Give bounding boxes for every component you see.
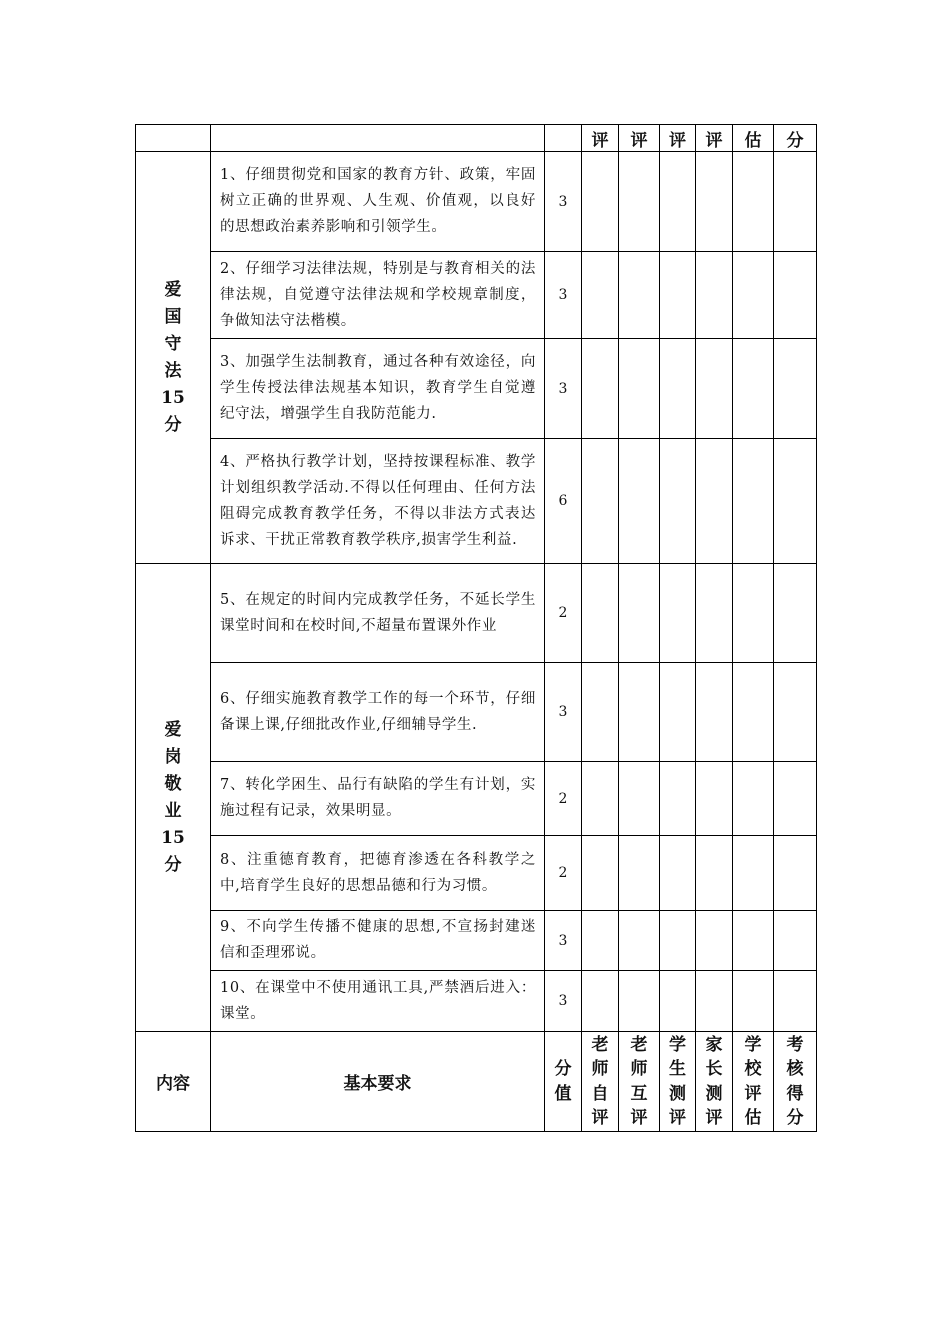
rating-cell[interactable] — [774, 564, 817, 663]
rating-cell[interactable] — [582, 663, 619, 762]
rating-cell[interactable] — [696, 152, 733, 252]
rating-cell[interactable] — [696, 439, 733, 564]
requirement-text: 9、不向学生传播不健康的思想,不宣扬封建迷信和歪理邪说。 — [211, 911, 545, 971]
rating-cell[interactable] — [582, 339, 619, 439]
top-header-cell: 分 — [774, 125, 817, 152]
requirement-text: 4、严格执行教学计划，坚持按课程标准、教学计划组织教学活动.不得以任何理由、任何方法阻碍完成教育教学任务，不得以非法方式表达诉求、干扰正常教育教学秩序,损害学生利益. — [211, 439, 545, 564]
header-parent: 家长测评 — [696, 1032, 733, 1132]
category-line: 业 — [164, 800, 182, 821]
rating-cell[interactable] — [774, 252, 817, 339]
rating-cell[interactable] — [733, 339, 774, 439]
top-header-cell — [136, 125, 211, 152]
header-school: 学校评估 — [733, 1032, 774, 1132]
rating-cell[interactable] — [660, 836, 696, 911]
rating-cell[interactable] — [660, 252, 696, 339]
requirement-text: 3、加强学生法制教育，通过各种有效途径，向学生传授法律法规基本知识，教育学生自觉遵纪守法，增强学生自我防范能力. — [211, 339, 545, 439]
rating-cell[interactable] — [774, 439, 817, 564]
rating-cell[interactable] — [696, 663, 733, 762]
rating-cell[interactable] — [619, 911, 660, 971]
rating-cell[interactable] — [619, 339, 660, 439]
rating-cell[interactable] — [582, 836, 619, 911]
rating-cell[interactable] — [582, 564, 619, 663]
rating-cell[interactable] — [733, 836, 774, 911]
rating-cell[interactable] — [619, 152, 660, 252]
rating-cell[interactable] — [774, 762, 817, 836]
category-line: 分 — [164, 414, 182, 435]
rating-cell[interactable] — [774, 152, 817, 252]
rating-cell[interactable] — [774, 663, 817, 762]
rating-cell[interactable] — [733, 971, 774, 1032]
header-requirement: 基本要求 — [211, 1032, 545, 1132]
rating-cell[interactable] — [733, 252, 774, 339]
header-student: 学生测评 — [660, 1032, 696, 1132]
table-row — [136, 971, 817, 1032]
requirement-text: 8、注重德育教育，把德育渗透在各科教学之中,培育学生良好的思想品德和行为习惯。 — [211, 836, 545, 911]
rating-cell[interactable] — [582, 911, 619, 971]
top-header-cell — [211, 125, 545, 152]
rating-cell[interactable] — [733, 439, 774, 564]
table-row — [136, 252, 817, 339]
evaluation-table — [135, 124, 817, 1132]
rating-cell[interactable] — [733, 762, 774, 836]
rating-cell[interactable] — [696, 252, 733, 339]
score-value: 3 — [545, 911, 582, 971]
score-value: 3 — [545, 663, 582, 762]
category-line: 岗 — [164, 746, 182, 767]
rating-cell[interactable] — [660, 663, 696, 762]
category-line: 守 — [164, 333, 182, 354]
category-line: 国 — [164, 306, 182, 327]
score-value: 3 — [545, 971, 582, 1032]
top-header-cell: 评 — [582, 125, 619, 152]
score-value: 3 — [545, 252, 582, 339]
score-value: 2 — [545, 762, 582, 836]
category-cell — [136, 564, 211, 1032]
category-line: 敬 — [164, 773, 182, 794]
requirement-text: 5、在规定的时间内完成教学任务，不延长学生课堂时间和在校时间,不超量布置课外作业 — [211, 564, 545, 663]
rating-cell[interactable] — [696, 339, 733, 439]
rating-cell[interactable] — [582, 439, 619, 564]
category-line: 15 — [161, 827, 185, 848]
requirement-text: 10、在课堂中不使用通讯工具,严禁酒后进入：课堂。 — [211, 971, 545, 1032]
category-line: 15 — [161, 387, 185, 408]
header-score: 分值 — [545, 1032, 582, 1132]
top-header-cell: 评 — [660, 125, 696, 152]
top-header-cell: 估 — [733, 125, 774, 152]
rating-cell[interactable] — [619, 836, 660, 911]
table-row — [136, 663, 817, 762]
rating-cell[interactable] — [696, 911, 733, 971]
rating-cell[interactable] — [582, 971, 619, 1032]
header-teacher-peer: 老师互评 — [619, 1032, 660, 1132]
rating-cell[interactable] — [619, 971, 660, 1032]
requirement-text: 7、转化学困生、品行有缺陷的学生有计划，实施过程有记录，效果明显。 — [211, 762, 545, 836]
rating-cell[interactable] — [733, 152, 774, 252]
top-header-cell: 评 — [619, 125, 660, 152]
rating-cell[interactable] — [619, 663, 660, 762]
rating-cell[interactable] — [660, 439, 696, 564]
header-final: 考核得分 — [774, 1032, 817, 1132]
category-line: 爱 — [164, 719, 182, 740]
table-row — [136, 836, 817, 911]
rating-cell[interactable] — [733, 663, 774, 762]
top-header-cell: 评 — [696, 125, 733, 152]
rating-cell[interactable] — [696, 971, 733, 1032]
rating-cell[interactable] — [660, 911, 696, 971]
top-header-row — [136, 125, 817, 152]
category-line: 分 — [164, 854, 182, 875]
rating-cell[interactable] — [733, 564, 774, 663]
rating-cell[interactable] — [660, 971, 696, 1032]
rating-cell[interactable] — [774, 911, 817, 971]
rating-cell[interactable] — [733, 911, 774, 971]
category-line: 法 — [164, 360, 182, 381]
rating-cell[interactable] — [582, 762, 619, 836]
header-content: 内容 — [136, 1032, 211, 1132]
rating-cell[interactable] — [582, 152, 619, 252]
score-value: 2 — [545, 564, 582, 663]
score-value: 2 — [545, 836, 582, 911]
table-row — [136, 439, 817, 564]
category-line: 爱 — [164, 279, 182, 300]
rating-cell[interactable] — [660, 152, 696, 252]
rating-cell[interactable] — [660, 339, 696, 439]
score-value: 6 — [545, 439, 582, 564]
rating-cell[interactable] — [619, 762, 660, 836]
rating-cell[interactable] — [774, 971, 817, 1032]
table-row — [136, 152, 817, 252]
rating-cell[interactable] — [696, 836, 733, 911]
rating-cell[interactable] — [619, 252, 660, 339]
rating-cell[interactable] — [660, 564, 696, 663]
rating-cell[interactable] — [696, 762, 733, 836]
bottom-header-row — [136, 1032, 817, 1132]
rating-cell[interactable] — [582, 252, 619, 339]
rating-cell[interactable] — [774, 339, 817, 439]
rating-cell[interactable] — [619, 439, 660, 564]
category-cell — [136, 152, 211, 564]
score-value: 3 — [545, 339, 582, 439]
rating-cell[interactable] — [619, 564, 660, 663]
rating-cell[interactable] — [696, 564, 733, 663]
table-row — [136, 339, 817, 439]
table-row — [136, 762, 817, 836]
score-value: 3 — [545, 152, 582, 252]
rating-cell[interactable] — [774, 836, 817, 911]
table-row — [136, 564, 817, 663]
requirement-text: 6、仔细实施教育教学工作的每一个环节，仔细备课上课,仔细批改作业,仔细辅导学生. — [211, 663, 545, 762]
table-row — [136, 911, 817, 971]
requirement-text: 1、仔细贯彻党和国家的教育方针、政策，牢固树立正确的世界观、人生观、价值观，以良好的思想政治素养影响和引领学生。 — [211, 152, 545, 252]
rating-cell[interactable] — [660, 762, 696, 836]
requirement-text: 2、仔细学习法律法规，特别是与教育相关的法律法规，自觉遵守法律法规和学校规章制度，争做知法守法楷模。 — [211, 252, 545, 339]
header-teacher-self: 老师自评 — [582, 1032, 619, 1132]
top-header-cell — [545, 125, 582, 152]
